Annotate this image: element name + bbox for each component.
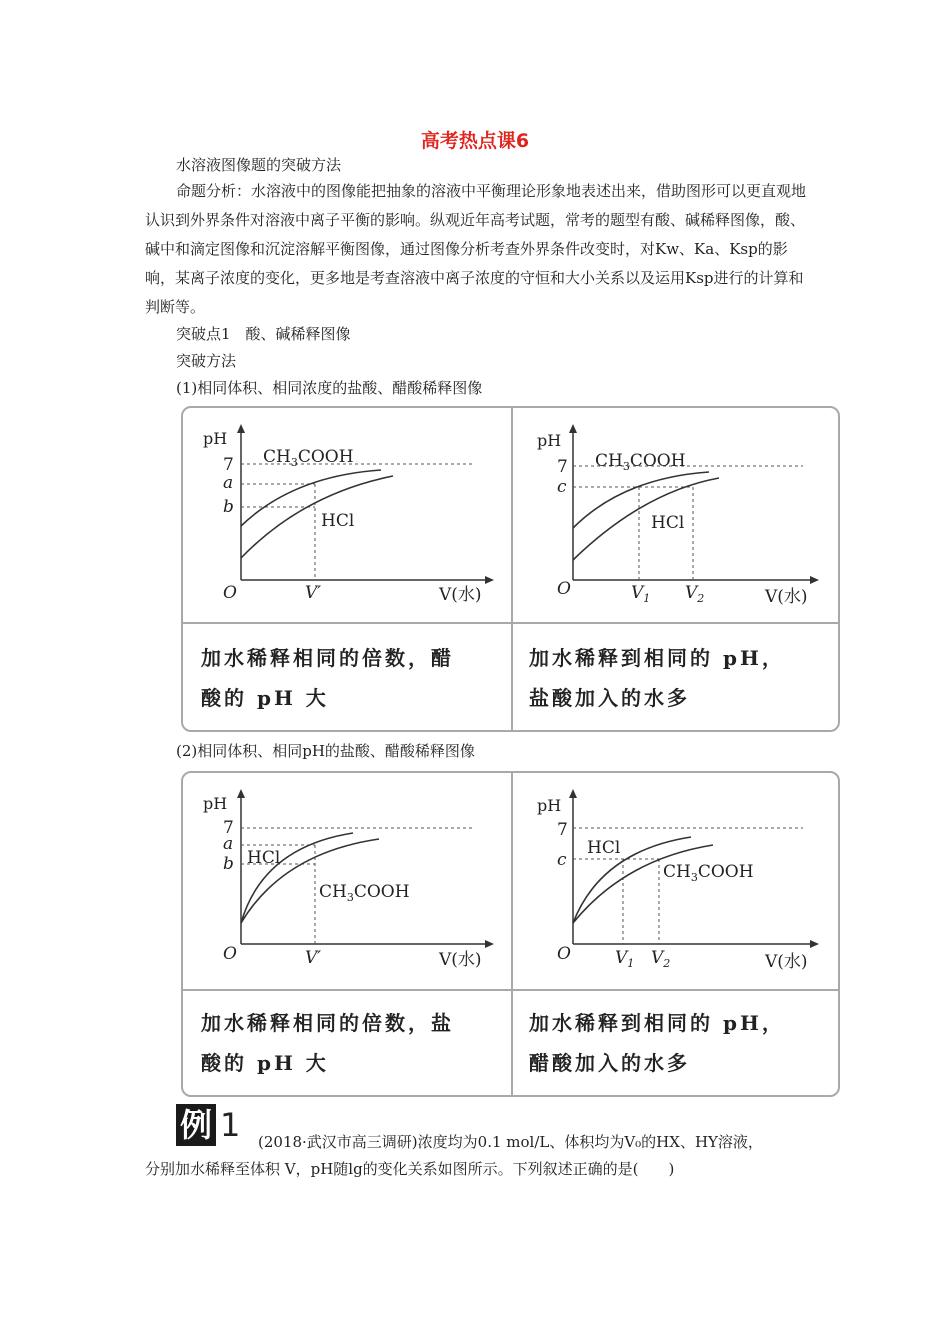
analysis-text: 命题分析：水溶液中的图像能把抽象的溶液中平衡理论形象地表述出来，借助图形可以更直观地认识到外界条件对溶液中离子平衡的影响。纵观近年高考试题，常考的题型有酸、碱稀释图像，酸、碱中和滴定图像和沉淀溶解平衡图像，通过图像分析考查外界条件改变时，对Kw、Ka、Ksp的影响，某离子浓度的变化，更多地是考查溶液中离子浓度的守恒和大小关系以及运用Ksp进行的计算和判断等。 xyxy=(145,182,807,316)
v1-label: $V_1$ xyxy=(631,583,651,605)
tick-7: 7 xyxy=(557,457,568,477)
series-label-hcl: HCl xyxy=(651,513,685,533)
series-label-ch3cooh: $CH_3COOH$ xyxy=(319,882,410,904)
origin-label: O xyxy=(557,579,571,599)
ph-axis-label: pH xyxy=(203,429,228,448)
tick-c: c xyxy=(557,850,567,870)
dilution-figure-1 xyxy=(181,406,840,732)
tick-7: 7 xyxy=(223,818,234,838)
x-axis-label: V(水) xyxy=(439,585,482,605)
series-label-ch3cooh: $CH_3COOH$ xyxy=(263,447,354,469)
ph-axis-label: pH xyxy=(203,794,228,813)
caption-left xyxy=(201,1003,454,1083)
caption-left-line1: 加水稀释相同的倍数，醋 xyxy=(201,646,454,670)
caption-right xyxy=(529,1003,785,1083)
tick-7: 7 xyxy=(223,455,234,475)
graph-same-ph-multiple xyxy=(183,773,509,989)
series-label-hcl: HCl xyxy=(247,848,281,868)
tick-c: c xyxy=(557,477,567,497)
caption-right-line2: 醋酸加入的水多 xyxy=(529,1051,690,1075)
tick-b: b xyxy=(223,854,234,874)
example-line1: (2018·武汉市高三调研)浓度均为0.1 mol/L、体积均为V₀的HX、HY溶液， xyxy=(258,1133,763,1151)
series-label-hcl: HCl xyxy=(321,511,355,531)
caption-left-line2: 酸的 pH 大 xyxy=(201,686,329,710)
breakpoint-heading: 突破点1 酸、碱稀释图像 xyxy=(176,325,351,343)
dilution-figure-2 xyxy=(181,771,840,1097)
x-axis-label: V(水) xyxy=(439,950,482,970)
ph-axis-label: pH xyxy=(537,431,562,450)
v2-label: $V_2$ xyxy=(685,583,705,605)
caption-left xyxy=(201,638,454,718)
graph-same-concentration-multiple xyxy=(183,408,509,622)
example-number: 1 xyxy=(220,1106,241,1144)
analysis-paragraph xyxy=(145,177,810,322)
series-label-ch3cooh: $CH_3COOH$ xyxy=(595,451,686,473)
graph-same-concentration-same-ph xyxy=(513,408,840,622)
series-label-ch3cooh: $CH_3COOH$ xyxy=(663,862,754,884)
section-subtitle: 水溶液图像题的突破方法 xyxy=(176,156,342,174)
tick-7: 7 xyxy=(557,820,568,840)
series-label-hcl: HCl xyxy=(587,838,621,858)
tick-a: a xyxy=(223,473,234,493)
caption-left-line2: 酸的 pH 大 xyxy=(201,1051,329,1075)
v1-label: $V_1$ xyxy=(615,948,635,970)
caption-right-line1: 加水稀释到相同的 pH， xyxy=(529,646,785,670)
origin-label: O xyxy=(223,583,237,603)
v-prime-label: V′ xyxy=(305,583,322,603)
v2-label: $V_2$ xyxy=(651,948,671,970)
caption-right-line2: 盐酸加入的水多 xyxy=(529,686,690,710)
graph-same-ph-same-ph xyxy=(513,773,840,989)
origin-label: O xyxy=(557,944,571,964)
case2-heading: (2)相同体积、相同pH的盐酸、醋酸稀释图像 xyxy=(176,742,475,760)
x-axis-label: V(水) xyxy=(765,952,808,972)
page-title: 高考热点课6 xyxy=(420,130,530,152)
example-badge: 例 xyxy=(176,1104,216,1146)
tick-b: b xyxy=(223,497,234,517)
v-prime-label: V′ xyxy=(305,948,322,968)
example-line2: 分别加水稀释至体积 V，pH随lg的变化关系如图所示。下列叙述正确的是( ) xyxy=(145,1160,675,1178)
caption-right xyxy=(529,638,785,718)
caption-right-line1: 加水稀释到相同的 pH， xyxy=(529,1011,785,1035)
case1-heading: (1)相同体积、相同浓度的盐酸、醋酸稀释图像 xyxy=(176,379,483,397)
x-axis-label: V(水) xyxy=(765,587,808,607)
method-heading: 突破方法 xyxy=(176,352,237,370)
caption-left-line1: 加水稀释相同的倍数，盐 xyxy=(201,1011,454,1035)
origin-label: O xyxy=(223,944,237,964)
ph-axis-label: pH xyxy=(537,796,562,815)
tick-a: a xyxy=(223,834,234,854)
